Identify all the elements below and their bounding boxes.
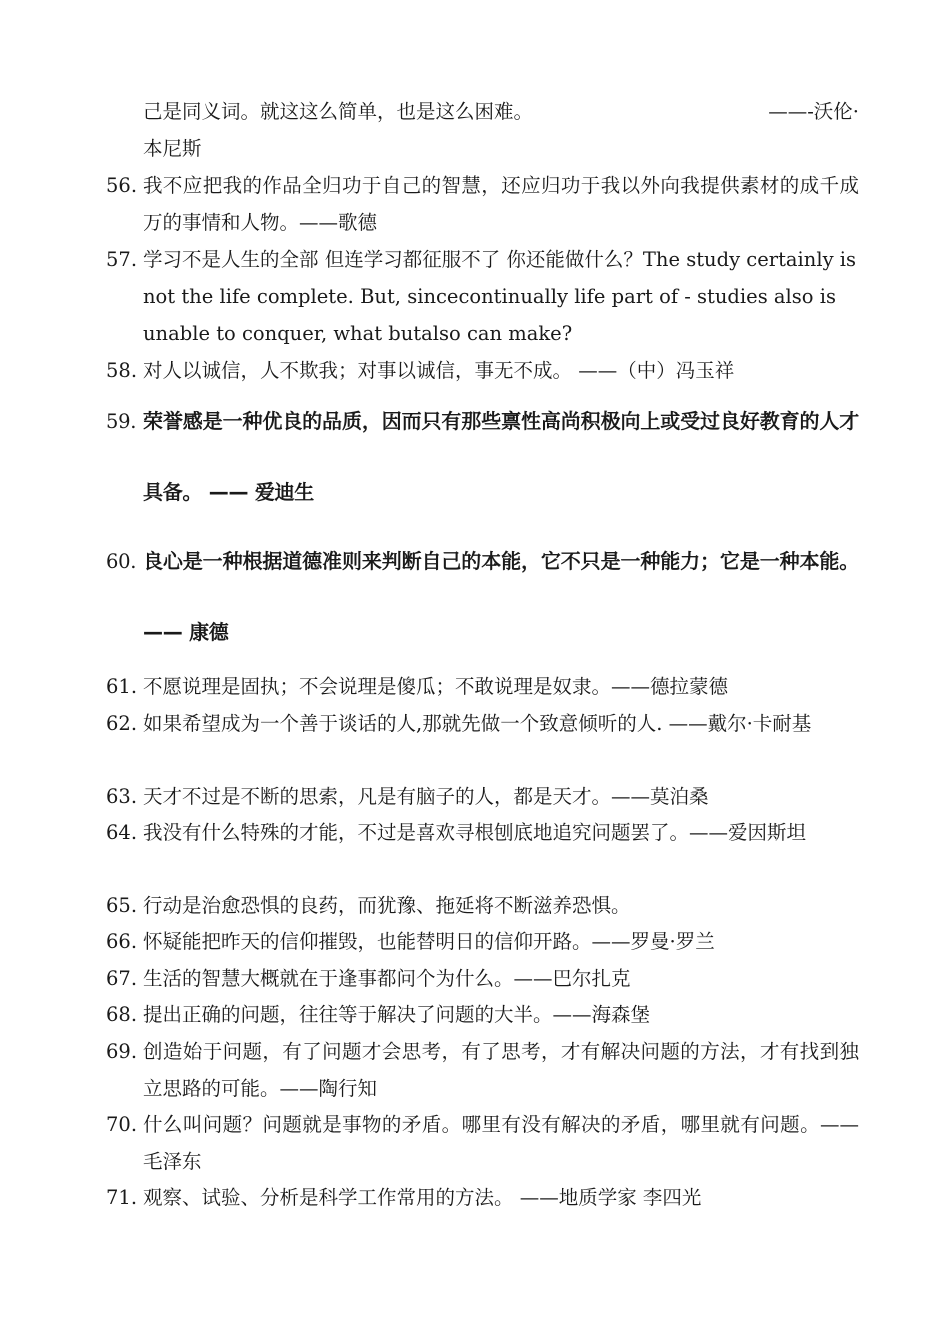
quote-item-67 (106, 960, 859, 997)
quote-number: 68. (106, 1003, 138, 1026)
quote-number: 66. (106, 930, 138, 953)
quote-item-69 (106, 1033, 859, 1107)
quote-text: 学习不是人生的全部 但连学习都征服不了 你还能做什么？The study certainly is not the life complete. But, sincecontinually life part of - studies also is unable to conquer, what butalso can make? (143, 248, 857, 345)
quote-item-58 (106, 352, 859, 389)
quote-item-70 (106, 1106, 859, 1180)
quote-number: 60. (106, 550, 137, 573)
quote-item-64 (106, 814, 859, 851)
quote-text: 不愿说理是固执；不会说理是傻瓜；不敢说理是奴隶。——德拉蒙德 (143, 675, 729, 698)
quote-text: 我没有什么特殊的才能，不过是喜欢寻根刨底地追究问题罢了。——爱因斯坦 (143, 821, 807, 844)
quote-text: 观察、试验、分析是科学工作常用的方法。 ——地质学家 李四光 (143, 1186, 702, 1209)
quote-text: 我不应把我的作品全归功于自己的智慧，还应归功于我以外向我提供素材的成千成万的事情和人物。——歌德 (143, 174, 859, 234)
quote-text: 生活的智慧大概就在于逢事都问个为什么。——巴尔扎克 (143, 967, 631, 990)
continuation-author: ——-沃伦· (768, 100, 859, 123)
continuation-line-2: 本尼斯 (143, 137, 202, 160)
quote-text: 创造始于问题，有了问题才会思考，有了思考，才有解决问题的方法，才有找到独立思路的可能。——陶行知 (143, 1040, 859, 1100)
quote-item-60 (106, 526, 859, 668)
quote-number: 58. (106, 359, 138, 382)
quote-number: 59. (106, 410, 137, 433)
quote-number: 63. (106, 785, 138, 808)
quote-item-62 (106, 705, 859, 742)
quote-item-59 (106, 386, 859, 528)
continuation-line-1: 己是同义词。就这这么简单，也是这么困难。 (143, 100, 534, 123)
quote-number: 67. (106, 967, 138, 990)
quote-text: 提出正确的问题，往往等于解决了问题的大半。——海森堡 (143, 1003, 651, 1026)
quote-item-65 (106, 887, 859, 924)
quote-text: 如果希望成为一个善于谈话的人,那就先做一个致意倾听的人. ——戴尔·卡耐基 (143, 712, 812, 735)
continuation-text (143, 93, 859, 167)
quote-text: 行动是治愈恐惧的良药，而犹豫、拖延将不断滋养恐惧。 (143, 894, 631, 917)
quote-number: 70. (106, 1113, 138, 1136)
quote-number: 62. (106, 712, 138, 735)
quote-text: 什么叫问题？问题就是事物的矛盾。哪里有没有解决的矛盾，哪里就有问题。——毛泽东 (143, 1113, 859, 1173)
quote-text: 天才不过是不断的思索，凡是有脑子的人，都是天才。——莫泊桑 (143, 785, 709, 808)
quote-number: 64. (106, 821, 138, 844)
quote-text: 良心是一种根据道德准则来判断自己的本能，它不只是一种能力；它是一种本能。 —— 康德 (143, 549, 859, 644)
quote-item-56 (106, 167, 859, 241)
quote-number: 61. (106, 675, 138, 698)
quote-item-57 (106, 241, 859, 352)
quote-number: 57. (106, 248, 138, 271)
quote-item-63 (106, 778, 859, 815)
quote-item-71 (106, 1179, 859, 1216)
quote-text: 对人以诚信，人不欺我；对事以诚信，事无不成。 ——（中）冯玉祥 (143, 359, 735, 382)
quote-item-61 (106, 668, 859, 705)
quote-number: 69. (106, 1040, 138, 1063)
quote-text: 怀疑能把昨天的信仰摧毁，也能替明日的信仰开路。——罗曼·罗兰 (143, 930, 715, 953)
quote-text: 荣誉感是一种优良的品质，因而只有那些禀性高尚积极向上或受过良好教育的人才具备。 —— 爱迪生 (143, 409, 859, 504)
quote-number: 56. (106, 174, 138, 197)
quote-item-66 (106, 923, 859, 960)
quote-number: 71. (106, 1186, 138, 1209)
quote-number: 65. (106, 894, 138, 917)
quote-item-68 (106, 996, 859, 1033)
